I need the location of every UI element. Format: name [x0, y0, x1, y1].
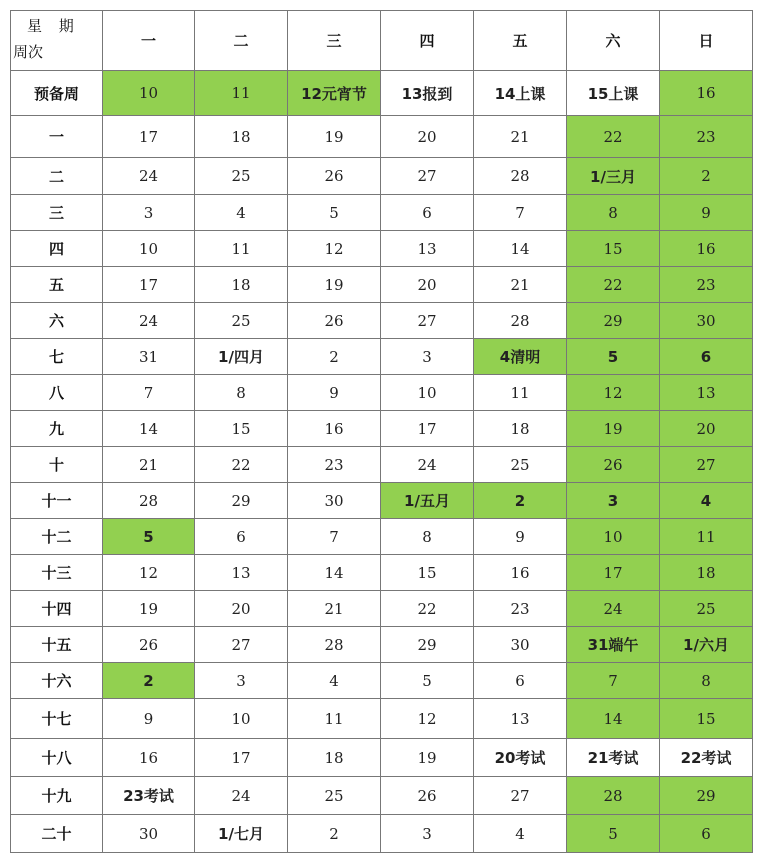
date-cell-tue: 18 — [195, 116, 288, 158]
date-cell-sun: 13 — [660, 375, 753, 411]
date-cell-mon: 10 — [103, 231, 195, 267]
date-cell-wed: 28 — [288, 627, 381, 663]
week-label: 预备周 — [11, 71, 103, 116]
date-cell-thu: 15 — [381, 555, 474, 591]
date-cell-fri: 7 — [474, 195, 567, 231]
week-row — [11, 158, 753, 195]
date-cell-fri: 27 — [474, 777, 567, 815]
date-cell-thu: 27 — [381, 158, 474, 195]
date-cell-fri: 28 — [474, 303, 567, 339]
week-label: 六 — [11, 303, 103, 339]
date-cell-thu: 26 — [381, 777, 474, 815]
date-cell-wed: 7 — [288, 519, 381, 555]
date-cell-wed: 26 — [288, 158, 381, 195]
date-cell-mon: 17 — [103, 267, 195, 303]
date-cell-mon: 5 — [103, 519, 195, 555]
date-cell-wed: 14 — [288, 555, 381, 591]
week-label: 二 — [11, 158, 103, 195]
date-cell-mon: 3 — [103, 195, 195, 231]
week-label: 十三 — [11, 555, 103, 591]
week-row — [11, 303, 753, 339]
date-cell-fri: 23 — [474, 591, 567, 627]
date-cell-tue: 25 — [195, 158, 288, 195]
week-label: 十九 — [11, 777, 103, 815]
date-cell-thu: 3 — [381, 815, 474, 853]
date-cell-sat: 5 — [567, 815, 660, 853]
date-cell-mon: 21 — [103, 447, 195, 483]
date-cell-sun: 6 — [660, 339, 753, 375]
date-cell-tue: 11 — [195, 71, 288, 116]
date-cell-tue: 10 — [195, 699, 288, 739]
day-header-thu: 四 — [381, 11, 474, 71]
date-cell-mon: 10 — [103, 71, 195, 116]
week-label: 十八 — [11, 739, 103, 777]
date-cell-sat: 10 — [567, 519, 660, 555]
date-cell-sun: 25 — [660, 591, 753, 627]
date-cell-wed: 26 — [288, 303, 381, 339]
date-cell-sun: 2 — [660, 158, 753, 195]
date-cell-wed: 18 — [288, 739, 381, 777]
date-cell-mon: 23考试 — [103, 777, 195, 815]
date-cell-thu: 17 — [381, 411, 474, 447]
week-row — [11, 815, 753, 853]
semester-calendar-table — [10, 10, 753, 853]
date-cell-sat: 3 — [567, 483, 660, 519]
date-cell-sun: 6 — [660, 815, 753, 853]
date-cell-wed: 12元宵节 — [288, 71, 381, 116]
date-cell-sat: 28 — [567, 777, 660, 815]
date-cell-fri: 9 — [474, 519, 567, 555]
date-cell-wed: 25 — [288, 777, 381, 815]
week-label: 一 — [11, 116, 103, 158]
week-row — [11, 627, 753, 663]
date-cell-mon: 14 — [103, 411, 195, 447]
week-label: 四 — [11, 231, 103, 267]
date-cell-thu: 13 — [381, 231, 474, 267]
date-cell-sun: 4 — [660, 483, 753, 519]
week-label: 三 — [11, 195, 103, 231]
date-cell-mon: 9 — [103, 699, 195, 739]
week-label: 十五 — [11, 627, 103, 663]
week-label: 九 — [11, 411, 103, 447]
day-header-wed: 三 — [288, 11, 381, 71]
date-cell-thu: 20 — [381, 116, 474, 158]
week-row — [11, 739, 753, 777]
date-cell-sun: 23 — [660, 116, 753, 158]
date-cell-thu: 10 — [381, 375, 474, 411]
date-cell-sat: 17 — [567, 555, 660, 591]
day-header-sun: 日 — [660, 11, 753, 71]
week-label: 八 — [11, 375, 103, 411]
date-cell-thu: 12 — [381, 699, 474, 739]
date-cell-wed: 30 — [288, 483, 381, 519]
date-cell-mon: 24 — [103, 303, 195, 339]
week-label: 十一 — [11, 483, 103, 519]
date-cell-fri: 2 — [474, 483, 567, 519]
date-cell-sat: 29 — [567, 303, 660, 339]
date-cell-mon: 2 — [103, 663, 195, 699]
date-cell-fri: 14上课 — [474, 71, 567, 116]
week-row — [11, 555, 753, 591]
date-cell-wed: 2 — [288, 815, 381, 853]
week-row — [11, 339, 753, 375]
week-row — [11, 267, 753, 303]
date-cell-tue: 29 — [195, 483, 288, 519]
date-cell-wed: 5 — [288, 195, 381, 231]
date-cell-sat: 24 — [567, 591, 660, 627]
day-header-sat: 六 — [567, 11, 660, 71]
date-cell-tue: 24 — [195, 777, 288, 815]
date-cell-tue: 8 — [195, 375, 288, 411]
date-cell-wed: 11 — [288, 699, 381, 739]
date-cell-fri: 6 — [474, 663, 567, 699]
date-cell-tue: 15 — [195, 411, 288, 447]
header-row — [11, 11, 753, 71]
date-cell-sun: 30 — [660, 303, 753, 339]
date-cell-sun: 16 — [660, 231, 753, 267]
week-label: 十二 — [11, 519, 103, 555]
date-cell-thu: 29 — [381, 627, 474, 663]
date-cell-tue: 1/七月 — [195, 815, 288, 853]
date-cell-fri: 30 — [474, 627, 567, 663]
date-cell-tue: 11 — [195, 231, 288, 267]
week-row — [11, 591, 753, 627]
date-cell-wed: 21 — [288, 591, 381, 627]
day-header-fri: 五 — [474, 11, 567, 71]
date-cell-sat: 26 — [567, 447, 660, 483]
date-cell-thu: 20 — [381, 267, 474, 303]
date-cell-sat: 22 — [567, 116, 660, 158]
date-cell-sat: 1/三月 — [567, 158, 660, 195]
date-cell-mon: 19 — [103, 591, 195, 627]
date-cell-sun: 23 — [660, 267, 753, 303]
date-cell-wed: 19 — [288, 267, 381, 303]
date-cell-fri: 4 — [474, 815, 567, 853]
date-cell-sun: 15 — [660, 699, 753, 739]
date-cell-mon: 31 — [103, 339, 195, 375]
day-header-mon: 一 — [103, 11, 195, 71]
date-cell-sat: 7 — [567, 663, 660, 699]
date-cell-sat: 14 — [567, 699, 660, 739]
date-cell-fri: 28 — [474, 158, 567, 195]
date-cell-wed: 9 — [288, 375, 381, 411]
date-cell-sun: 16 — [660, 71, 753, 116]
date-cell-mon: 16 — [103, 739, 195, 777]
date-cell-fri: 11 — [474, 375, 567, 411]
date-cell-thu: 22 — [381, 591, 474, 627]
date-cell-sun: 11 — [660, 519, 753, 555]
date-cell-sun: 22考试 — [660, 739, 753, 777]
week-row — [11, 447, 753, 483]
date-cell-fri: 16 — [474, 555, 567, 591]
date-cell-thu: 8 — [381, 519, 474, 555]
date-cell-sat: 31端午 — [567, 627, 660, 663]
date-cell-tue: 3 — [195, 663, 288, 699]
date-cell-sat: 8 — [567, 195, 660, 231]
date-cell-tue: 18 — [195, 267, 288, 303]
week-row — [11, 663, 753, 699]
date-cell-sat: 15 — [567, 231, 660, 267]
date-cell-tue: 13 — [195, 555, 288, 591]
date-cell-sat: 22 — [567, 267, 660, 303]
date-cell-thu: 3 — [381, 339, 474, 375]
weekday-corner-label: 星 期 — [27, 17, 80, 35]
date-cell-tue: 1/四月 — [195, 339, 288, 375]
week-label: 五 — [11, 267, 103, 303]
date-cell-wed: 4 — [288, 663, 381, 699]
day-header-tue: 二 — [195, 11, 288, 71]
week-row — [11, 483, 753, 519]
date-cell-thu: 5 — [381, 663, 474, 699]
week-row — [11, 777, 753, 815]
date-cell-thu: 24 — [381, 447, 474, 483]
date-cell-fri: 25 — [474, 447, 567, 483]
week-row — [11, 71, 753, 116]
date-cell-tue: 22 — [195, 447, 288, 483]
date-cell-mon: 24 — [103, 158, 195, 195]
date-cell-fri: 13 — [474, 699, 567, 739]
date-cell-tue: 4 — [195, 195, 288, 231]
date-cell-sun: 29 — [660, 777, 753, 815]
date-cell-tue: 17 — [195, 739, 288, 777]
week-label: 十四 — [11, 591, 103, 627]
date-cell-wed: 19 — [288, 116, 381, 158]
date-cell-tue: 25 — [195, 303, 288, 339]
date-cell-mon: 7 — [103, 375, 195, 411]
date-cell-fri: 14 — [474, 231, 567, 267]
date-cell-wed: 23 — [288, 447, 381, 483]
date-cell-tue: 20 — [195, 591, 288, 627]
date-cell-mon: 26 — [103, 627, 195, 663]
week-row — [11, 116, 753, 158]
date-cell-wed: 16 — [288, 411, 381, 447]
date-cell-sat: 15上课 — [567, 71, 660, 116]
date-cell-thu: 27 — [381, 303, 474, 339]
date-cell-sun: 1/六月 — [660, 627, 753, 663]
date-cell-sun: 27 — [660, 447, 753, 483]
week-label: 二十 — [11, 815, 103, 853]
date-cell-fri: 18 — [474, 411, 567, 447]
date-cell-sun: 18 — [660, 555, 753, 591]
week-row — [11, 519, 753, 555]
date-cell-fri: 20考试 — [474, 739, 567, 777]
date-cell-mon: 12 — [103, 555, 195, 591]
date-cell-sun: 9 — [660, 195, 753, 231]
corner-cell — [11, 11, 103, 71]
week-row — [11, 411, 753, 447]
date-cell-tue: 27 — [195, 627, 288, 663]
calendar-body — [11, 71, 753, 853]
week-row — [11, 699, 753, 739]
date-cell-sat: 19 — [567, 411, 660, 447]
date-cell-wed: 2 — [288, 339, 381, 375]
date-cell-mon: 30 — [103, 815, 195, 853]
date-cell-thu: 1/五月 — [381, 483, 474, 519]
date-cell-tue: 6 — [195, 519, 288, 555]
date-cell-sat: 5 — [567, 339, 660, 375]
date-cell-fri: 21 — [474, 116, 567, 158]
date-cell-sun: 8 — [660, 663, 753, 699]
week-row — [11, 231, 753, 267]
date-cell-fri: 21 — [474, 267, 567, 303]
date-cell-mon: 28 — [103, 483, 195, 519]
week-corner-label: 周次 — [13, 43, 44, 61]
week-label: 十七 — [11, 699, 103, 739]
date-cell-fri: 4清明 — [474, 339, 567, 375]
date-cell-wed: 12 — [288, 231, 381, 267]
date-cell-mon: 17 — [103, 116, 195, 158]
date-cell-sun: 20 — [660, 411, 753, 447]
date-cell-thu: 19 — [381, 739, 474, 777]
week-label: 十六 — [11, 663, 103, 699]
date-cell-thu: 6 — [381, 195, 474, 231]
week-row — [11, 195, 753, 231]
date-cell-sat: 21考试 — [567, 739, 660, 777]
week-label: 七 — [11, 339, 103, 375]
week-row — [11, 375, 753, 411]
week-label: 十 — [11, 447, 103, 483]
date-cell-sat: 12 — [567, 375, 660, 411]
date-cell-thu: 13报到 — [381, 71, 474, 116]
